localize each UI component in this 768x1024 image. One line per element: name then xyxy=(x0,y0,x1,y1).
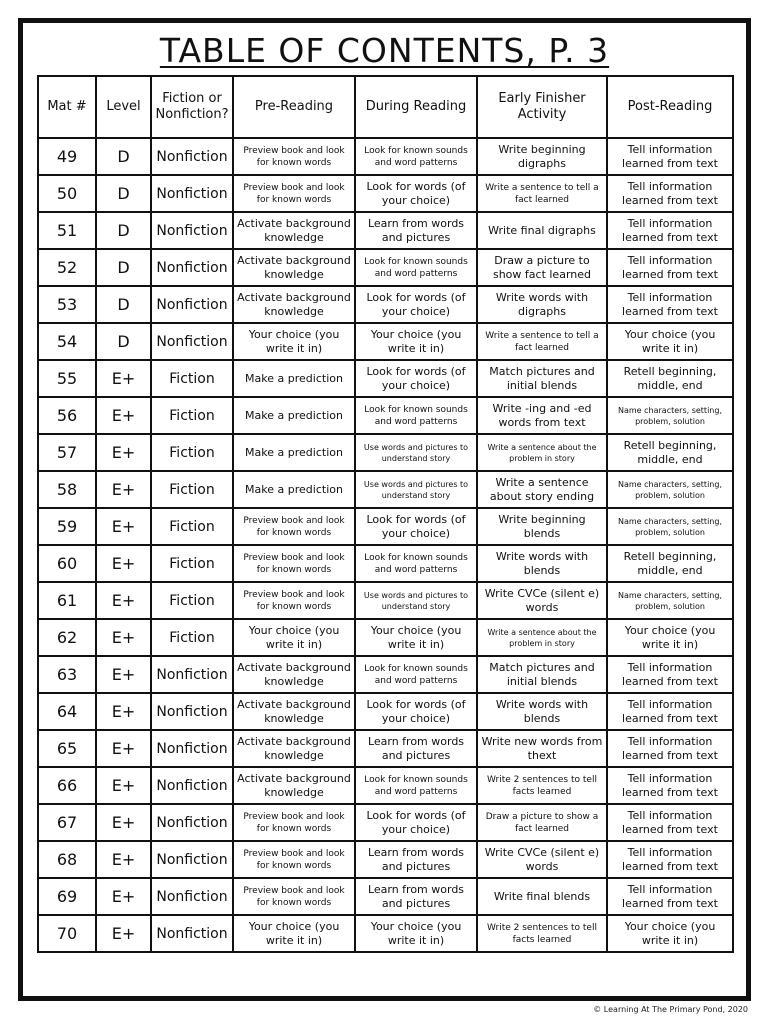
pre-reading-cell: Your choice (you write it in) xyxy=(233,915,355,952)
level-cell: E+ xyxy=(96,730,151,767)
post-reading-cell: Your choice (you write it in) xyxy=(607,619,733,656)
post-reading-cell: Tell information learned from text xyxy=(607,841,733,878)
during-reading-cell: Look for known sounds and word patterns xyxy=(355,767,477,804)
mat-cell: 69 xyxy=(38,878,96,915)
post-reading-cell: Your choice (you write it in) xyxy=(607,915,733,952)
post-reading-cell: Tell information learned from text xyxy=(607,767,733,804)
during-reading-cell: Look for known sounds and word patterns xyxy=(355,138,477,175)
during-reading-cell: Your choice (you write it in) xyxy=(355,619,477,656)
type-cell: Fiction xyxy=(151,619,233,656)
post-reading-cell: Tell information learned from text xyxy=(607,656,733,693)
mat-cell: 51 xyxy=(38,212,96,249)
pre-reading-cell: Preview book and look for known words xyxy=(233,804,355,841)
pre-reading-cell: Preview book and look for known words xyxy=(233,175,355,212)
post-reading-cell: Name characters, setting, problem, solution xyxy=(607,471,733,508)
early-finisher-cell: Write 2 sentences to tell facts learned xyxy=(477,767,607,804)
table-row xyxy=(38,878,733,915)
level-cell: E+ xyxy=(96,878,151,915)
type-cell: Fiction xyxy=(151,434,233,471)
during-reading-cell: Look for known sounds and word patterns xyxy=(355,656,477,693)
contents-table xyxy=(37,75,734,953)
level-cell: E+ xyxy=(96,360,151,397)
level-cell: D xyxy=(96,212,151,249)
type-cell: Nonfiction xyxy=(151,138,233,175)
mat-cell: 61 xyxy=(38,582,96,619)
during-reading-cell: Look for words (of your choice) xyxy=(355,286,477,323)
mat-cell: 56 xyxy=(38,397,96,434)
level-cell: E+ xyxy=(96,656,151,693)
during-reading-cell: Look for words (of your choice) xyxy=(355,508,477,545)
pre-reading-cell: Activate background knowledge xyxy=(233,249,355,286)
post-reading-cell: Tell information learned from text xyxy=(607,804,733,841)
table-row xyxy=(38,767,733,804)
pre-reading-cell: Make a prediction xyxy=(233,360,355,397)
early-finisher-cell: Write words with blends xyxy=(477,545,607,582)
mat-cell: 54 xyxy=(38,323,96,360)
col-header-mat: Mat # xyxy=(38,76,96,138)
table-row xyxy=(38,397,733,434)
level-cell: D xyxy=(96,323,151,360)
type-cell: Fiction xyxy=(151,508,233,545)
level-cell: E+ xyxy=(96,841,151,878)
pre-reading-cell: Activate background knowledge xyxy=(233,767,355,804)
early-finisher-cell: Write a sentence to tell a fact learned xyxy=(477,175,607,212)
mat-cell: 64 xyxy=(38,693,96,730)
during-reading-cell: Look for words (of your choice) xyxy=(355,360,477,397)
pre-reading-cell: Make a prediction xyxy=(233,397,355,434)
col-header-type: Fiction or Nonfiction? xyxy=(151,76,233,138)
mat-cell: 52 xyxy=(38,249,96,286)
early-finisher-cell: Write a sentence about the problem in story xyxy=(477,434,607,471)
pre-reading-cell: Activate background knowledge xyxy=(233,656,355,693)
mat-cell: 53 xyxy=(38,286,96,323)
level-cell: E+ xyxy=(96,693,151,730)
early-finisher-cell: Write 2 sentences to tell facts learned xyxy=(477,915,607,952)
early-finisher-cell: Write final blends xyxy=(477,878,607,915)
pre-reading-cell: Make a prediction xyxy=(233,471,355,508)
table-row xyxy=(38,693,733,730)
mat-cell: 55 xyxy=(38,360,96,397)
pre-reading-cell: Activate background knowledge xyxy=(233,286,355,323)
mat-cell: 58 xyxy=(38,471,96,508)
pre-reading-cell: Make a prediction xyxy=(233,434,355,471)
mat-cell: 57 xyxy=(38,434,96,471)
type-cell: Nonfiction xyxy=(151,249,233,286)
early-finisher-cell: Draw a picture to show a fact learned xyxy=(477,804,607,841)
type-cell: Nonfiction xyxy=(151,804,233,841)
table-row xyxy=(38,656,733,693)
mat-cell: 70 xyxy=(38,915,96,952)
early-finisher-cell: Match pictures and initial blends xyxy=(477,360,607,397)
early-finisher-cell: Draw a picture to show fact learned xyxy=(477,249,607,286)
type-cell: Fiction xyxy=(151,545,233,582)
early-finisher-cell: Write final digraphs xyxy=(477,212,607,249)
pre-reading-cell: Activate background knowledge xyxy=(233,693,355,730)
level-cell: E+ xyxy=(96,767,151,804)
mat-cell: 50 xyxy=(38,175,96,212)
level-cell: E+ xyxy=(96,434,151,471)
table-row xyxy=(38,175,733,212)
page-frame xyxy=(18,18,751,1001)
col-header-post-reading: Post-Reading xyxy=(607,76,733,138)
level-cell: D xyxy=(96,138,151,175)
early-finisher-cell: Write beginning digraphs xyxy=(477,138,607,175)
during-reading-cell: Learn from words and pictures xyxy=(355,841,477,878)
during-reading-cell: Use words and pictures to understand story xyxy=(355,471,477,508)
early-finisher-cell: Write a sentence to tell a fact learned xyxy=(477,323,607,360)
post-reading-cell: Tell information learned from text xyxy=(607,878,733,915)
mat-cell: 63 xyxy=(38,656,96,693)
pre-reading-cell: Preview book and look for known words xyxy=(233,582,355,619)
col-header-pre-reading: Pre-Reading xyxy=(233,76,355,138)
type-cell: Nonfiction xyxy=(151,656,233,693)
table-row xyxy=(38,286,733,323)
type-cell: Fiction xyxy=(151,397,233,434)
table-row xyxy=(38,212,733,249)
during-reading-cell: Learn from words and pictures xyxy=(355,212,477,249)
table-row xyxy=(38,619,733,656)
during-reading-cell: Your choice (you write it in) xyxy=(355,323,477,360)
during-reading-cell: Look for known sounds and word patterns xyxy=(355,397,477,434)
level-cell: E+ xyxy=(96,804,151,841)
level-cell: D xyxy=(96,286,151,323)
col-header-early-finisher: Early Finisher Activity xyxy=(477,76,607,138)
post-reading-cell: Retell beginning, middle, end xyxy=(607,434,733,471)
type-cell: Nonfiction xyxy=(151,915,233,952)
during-reading-cell: Use words and pictures to understand story xyxy=(355,434,477,471)
type-cell: Fiction xyxy=(151,471,233,508)
type-cell: Nonfiction xyxy=(151,730,233,767)
post-reading-cell: Tell information learned from text xyxy=(607,730,733,767)
table-row xyxy=(38,249,733,286)
type-cell: Nonfiction xyxy=(151,286,233,323)
copyright-footer: © Learning At The Primary Pond, 2020 xyxy=(593,1005,748,1014)
early-finisher-cell: Write a sentence about the problem in story xyxy=(477,619,607,656)
early-finisher-cell: Write a sentence about story ending xyxy=(477,471,607,508)
pre-reading-cell: Preview book and look for known words xyxy=(233,508,355,545)
post-reading-cell: Tell information learned from text xyxy=(607,286,733,323)
table-row xyxy=(38,434,733,471)
table-row xyxy=(38,323,733,360)
during-reading-cell: Look for words (of your choice) xyxy=(355,175,477,212)
level-cell: D xyxy=(96,175,151,212)
mat-cell: 62 xyxy=(38,619,96,656)
level-cell: D xyxy=(96,249,151,286)
post-reading-cell: Retell beginning, middle, end xyxy=(607,360,733,397)
mat-cell: 68 xyxy=(38,841,96,878)
post-reading-cell: Name characters, setting, problem, solution xyxy=(607,397,733,434)
type-cell: Fiction xyxy=(151,582,233,619)
pre-reading-cell: Your choice (you write it in) xyxy=(233,323,355,360)
type-cell: Nonfiction xyxy=(151,175,233,212)
table-row xyxy=(38,915,733,952)
post-reading-cell: Tell information learned from text xyxy=(607,175,733,212)
early-finisher-cell: Write beginning blends xyxy=(477,508,607,545)
type-cell: Fiction xyxy=(151,360,233,397)
pre-reading-cell: Preview book and look for known words xyxy=(233,878,355,915)
during-reading-cell: Use words and pictures to understand story xyxy=(355,582,477,619)
col-header-level: Level xyxy=(96,76,151,138)
level-cell: E+ xyxy=(96,545,151,582)
type-cell: Nonfiction xyxy=(151,841,233,878)
mat-cell: 49 xyxy=(38,138,96,175)
table-row xyxy=(38,508,733,545)
level-cell: E+ xyxy=(96,915,151,952)
pre-reading-cell: Activate background knowledge xyxy=(233,212,355,249)
during-reading-cell: Look for known sounds and word patterns xyxy=(355,545,477,582)
mat-cell: 66 xyxy=(38,767,96,804)
during-reading-cell: Look for known sounds and word patterns xyxy=(355,249,477,286)
level-cell: E+ xyxy=(96,619,151,656)
during-reading-cell: Learn from words and pictures xyxy=(355,730,477,767)
pre-reading-cell: Preview book and look for known words xyxy=(233,841,355,878)
during-reading-cell: Look for words (of your choice) xyxy=(355,804,477,841)
table-header-row xyxy=(38,76,733,138)
post-reading-cell: Retell beginning, middle, end xyxy=(607,545,733,582)
during-reading-cell: Learn from words and pictures xyxy=(355,878,477,915)
mat-cell: 59 xyxy=(38,508,96,545)
post-reading-cell: Name characters, setting, problem, solution xyxy=(607,582,733,619)
table-row xyxy=(38,471,733,508)
type-cell: Nonfiction xyxy=(151,878,233,915)
pre-reading-cell: Your choice (you write it in) xyxy=(233,619,355,656)
table-row xyxy=(38,545,733,582)
page-title: TABLE OF CONTENTS, P. 3 xyxy=(159,31,610,70)
type-cell: Nonfiction xyxy=(151,323,233,360)
early-finisher-cell: Write new words from thext xyxy=(477,730,607,767)
type-cell: Nonfiction xyxy=(151,767,233,804)
level-cell: E+ xyxy=(96,582,151,619)
early-finisher-cell: Write words with blends xyxy=(477,693,607,730)
post-reading-cell: Tell information learned from text xyxy=(607,249,733,286)
table-body xyxy=(38,138,733,952)
post-reading-cell: Name characters, setting, problem, solution xyxy=(607,508,733,545)
early-finisher-cell: Write words with digraphs xyxy=(477,286,607,323)
post-reading-cell: Tell information learned from text xyxy=(607,138,733,175)
mat-cell: 65 xyxy=(38,730,96,767)
pre-reading-cell: Preview book and look for known words xyxy=(233,138,355,175)
level-cell: E+ xyxy=(96,508,151,545)
table-row xyxy=(38,841,733,878)
table-row xyxy=(38,582,733,619)
during-reading-cell: Your choice (you write it in) xyxy=(355,915,477,952)
type-cell: Nonfiction xyxy=(151,212,233,249)
table-row xyxy=(38,804,733,841)
pre-reading-cell: Preview book and look for known words xyxy=(233,545,355,582)
early-finisher-cell: Write -ing and -ed words from text xyxy=(477,397,607,434)
pre-reading-cell: Activate background knowledge xyxy=(233,730,355,767)
table-row xyxy=(38,138,733,175)
during-reading-cell: Look for words (of your choice) xyxy=(355,693,477,730)
post-reading-cell: Tell information learned from text xyxy=(607,212,733,249)
table-row xyxy=(38,360,733,397)
level-cell: E+ xyxy=(96,397,151,434)
level-cell: E+ xyxy=(96,471,151,508)
mat-cell: 60 xyxy=(38,545,96,582)
table-row xyxy=(38,730,733,767)
col-header-during-reading: During Reading xyxy=(355,76,477,138)
early-finisher-cell: Write CVCe (silent e) words xyxy=(477,582,607,619)
early-finisher-cell: Write CVCe (silent e) words xyxy=(477,841,607,878)
post-reading-cell: Your choice (you write it in) xyxy=(607,323,733,360)
mat-cell: 67 xyxy=(38,804,96,841)
type-cell: Nonfiction xyxy=(151,693,233,730)
post-reading-cell: Tell information learned from text xyxy=(607,693,733,730)
early-finisher-cell: Match pictures and initial blends xyxy=(477,656,607,693)
